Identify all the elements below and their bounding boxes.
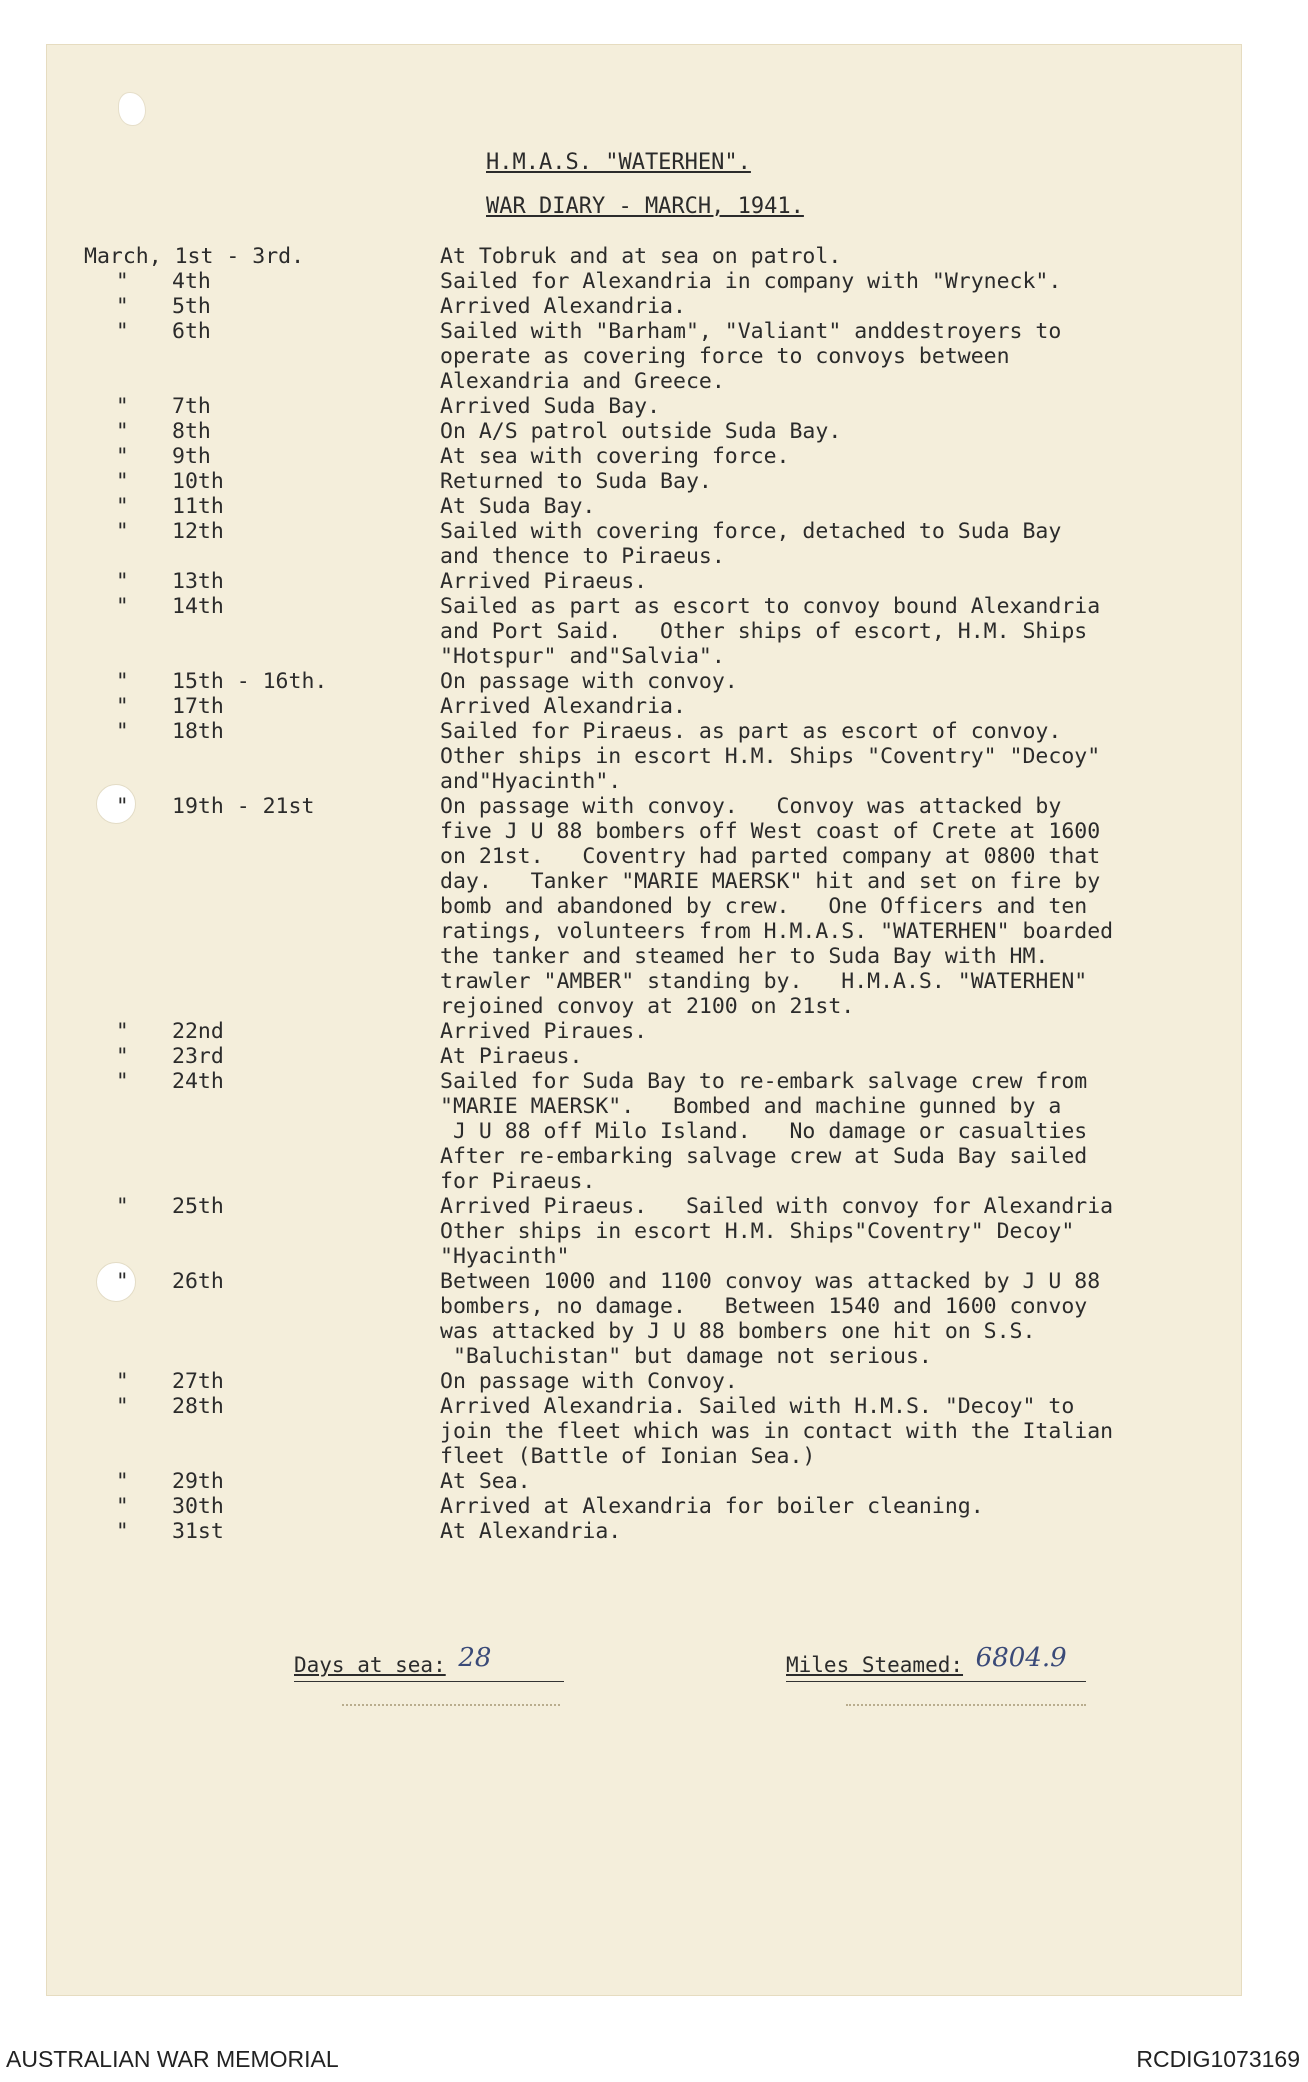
entry-date: 26th	[172, 1269, 224, 1294]
entry-date: 8th	[172, 419, 211, 444]
entry-description	[440, 1019, 1230, 1044]
entry-line: for Piraeus.	[440, 1169, 596, 1194]
entry-description	[440, 1369, 1230, 1394]
entry-date: 18th	[172, 719, 224, 744]
entry-line: day. Tanker "MARIE MAERSK" hit and set on fire by	[440, 869, 1101, 894]
entry-line: On passage with Convoy.	[440, 1369, 738, 1394]
entry-line: Arrived at Alexandria for boiler cleaning.	[440, 1494, 984, 1519]
entry-date: 9th	[172, 444, 211, 469]
diary-page	[46, 44, 1242, 1996]
entry-description	[440, 319, 1230, 394]
miles-underline	[786, 1681, 1086, 1682]
entry-line: After re-embarking salvage crew at Suda Bay sailed	[440, 1144, 1088, 1169]
ditto-mark: "	[116, 1019, 129, 1043]
entry-line: Sailed for Alexandria in company with "Wryneck".	[440, 269, 1062, 294]
entry-date: 4th	[172, 269, 211, 294]
entry-description	[440, 594, 1230, 669]
ditto-mark: "	[116, 594, 129, 618]
entry-line: On passage with convoy.	[440, 669, 738, 694]
entry-date: 23rd	[172, 1044, 224, 1069]
entry-date: 12th	[172, 519, 224, 544]
ditto-mark: "	[116, 1269, 129, 1293]
days-dotted-line	[342, 1704, 560, 1706]
entry-date: 29th	[172, 1469, 224, 1494]
entry-line: Arrived Alexandria. Sailed with H.M.S. "Decoy" to	[440, 1394, 1075, 1419]
entry-date: 13th	[172, 569, 224, 594]
entry-description	[440, 694, 1230, 719]
entry-line: Alexandria and Greece.	[440, 369, 725, 394]
entry-description	[440, 519, 1230, 569]
diary-entry	[46, 1469, 1242, 1494]
ditto-mark: "	[116, 419, 129, 443]
entry-line: ratings, volunteers from H.M.A.S. "WATERHEN" boarded	[440, 919, 1114, 944]
ditto-mark: "	[116, 394, 129, 418]
entry-date: 19th - 21st	[172, 794, 315, 819]
entry-line: "Hyacinth"	[440, 1244, 570, 1269]
entry-description	[440, 1194, 1230, 1269]
diary-entry	[46, 244, 1242, 269]
diary-entry	[46, 1019, 1242, 1044]
ditto-mark: "	[116, 1494, 129, 1518]
entry-description	[440, 244, 1230, 269]
entry-line: Between 1000 and 1100 convoy was attacked by J U 88	[440, 1269, 1101, 1294]
entry-line: Arrived Alexandria.	[440, 294, 686, 319]
entry-line: "Hotspur" and"Salvia".	[440, 644, 725, 669]
entry-line: Other ships in escort H.M. Ships "Coventry" "Decoy"	[440, 744, 1101, 769]
entry-line: join the fleet which was in contact with the Italian	[440, 1419, 1114, 1444]
entry-line: was attacked by J U 88 bombers one hit on S.S.	[440, 1319, 1036, 1344]
miles-steamed-label: Miles Steamed:	[786, 1653, 964, 1677]
entry-line: Other ships in escort H.M. Ships"Coventry" Decoy"	[440, 1219, 1075, 1244]
entry-line: fleet (Battle of Ionian Sea.)	[440, 1444, 816, 1469]
entry-line: Sailed as part as escort to convoy bound Alexandria	[440, 594, 1101, 619]
entry-line: J U 88 off Milo Island. No damage or casualties	[440, 1119, 1088, 1144]
diary-entry	[46, 469, 1242, 494]
ditto-mark: "	[116, 519, 129, 543]
entry-date: 25th	[172, 1194, 224, 1219]
entry-description	[440, 444, 1230, 469]
entry-line: the tanker and steamed her to Suda Bay with HM.	[440, 944, 1049, 969]
ditto-mark: "	[116, 444, 129, 468]
entry-line: On A/S patrol outside Suda Bay.	[440, 419, 842, 444]
days-at-sea-label: Days at sea:	[294, 1653, 446, 1677]
archive-reference: RCDIG1073169	[1136, 2046, 1300, 2072]
diary-entry	[46, 319, 1242, 394]
entry-description	[440, 294, 1230, 319]
diary-entry	[46, 1369, 1242, 1394]
ditto-mark: "	[116, 1044, 129, 1068]
ditto-mark: "	[116, 269, 129, 293]
entry-date: 17th	[172, 694, 224, 719]
entry-date: March, 1st - 3rd.	[84, 244, 305, 269]
entry-line: At Tobruk and at sea on patrol.	[440, 244, 842, 269]
entry-date: 6th	[172, 319, 211, 344]
entry-line: Arrived Suda Bay.	[440, 394, 661, 419]
days-underline	[294, 1681, 564, 1682]
days-at-sea-value: 28	[458, 1643, 492, 1673]
entry-line: Arrived Piraeus.	[440, 569, 648, 594]
ditto-mark: "	[116, 719, 129, 743]
diary-entry	[46, 1269, 1242, 1369]
days-at-sea-field	[294, 1643, 492, 1679]
entry-date: 22nd	[172, 1019, 224, 1044]
entry-line: operate as covering force to convoys between	[440, 344, 1010, 369]
entry-line: Sailed for Piraeus. as part as escort of convoy.	[440, 719, 1062, 744]
ditto-mark: "	[116, 569, 129, 593]
entry-date: 27th	[172, 1369, 224, 1394]
entry-description	[440, 494, 1230, 519]
entry-description	[440, 1269, 1230, 1369]
entry-line: Arrived Piraeus. Sailed with convoy for Alexandria	[440, 1194, 1114, 1219]
entry-description	[440, 1519, 1230, 1544]
diary-entry	[46, 594, 1242, 669]
ditto-mark: "	[116, 794, 129, 818]
diary-entry	[46, 794, 1242, 1019]
entry-line: and thence to Piraeus.	[440, 544, 725, 569]
diary-entry	[46, 1044, 1242, 1069]
entry-description	[440, 669, 1230, 694]
diary-entry	[46, 394, 1242, 419]
diary-title: WAR DIARY - MARCH, 1941.	[486, 194, 804, 219]
entry-date: 30th	[172, 1494, 224, 1519]
miles-steamed-field	[786, 1643, 1067, 1679]
entry-line: rejoined convoy at 2100 on 21st.	[440, 994, 855, 1019]
entry-line: Sailed for Suda Bay to re-embark salvage crew from	[440, 1069, 1088, 1094]
entry-line: Sailed with covering force, detached to Suda Bay	[440, 519, 1062, 544]
diary-entry	[46, 1494, 1242, 1519]
entry-description	[440, 569, 1230, 594]
entry-date: 10th	[172, 469, 224, 494]
entry-line: Arrived Piraues.	[440, 1019, 648, 1044]
diary-entry	[46, 294, 1242, 319]
entry-line: and Port Said. Other ships of escort, H.M. Ships	[440, 619, 1088, 644]
entry-description	[440, 419, 1230, 444]
entry-description	[440, 1069, 1230, 1194]
entry-description	[440, 1469, 1230, 1494]
entry-line: on 21st. Coventry had parted company at 0800 that	[440, 844, 1101, 869]
entry-date: 28th	[172, 1394, 224, 1419]
entry-line: Sailed with "Barham", "Valiant" anddestroyers to	[440, 319, 1062, 344]
ditto-mark: "	[116, 1069, 129, 1093]
diary-entry	[46, 1069, 1242, 1194]
diary-entry	[46, 1519, 1242, 1544]
entry-line: "Baluchistan" but damage not serious.	[440, 1344, 932, 1369]
entry-description	[440, 1494, 1230, 1519]
ditto-mark: "	[116, 1369, 129, 1393]
entry-line: bombers, no damage. Between 1540 and 1600 convoy	[440, 1294, 1088, 1319]
entry-description	[440, 1044, 1230, 1069]
entry-description	[440, 794, 1230, 1019]
entry-line: On passage with convoy. Convoy was attacked by	[440, 794, 1062, 819]
entry-date: 5th	[172, 294, 211, 319]
entry-line: and"Hyacinth".	[440, 769, 622, 794]
ditto-mark: "	[116, 669, 129, 693]
diary-entry	[46, 569, 1242, 594]
entry-line: bomb and abandoned by crew. One Officers and ten	[440, 894, 1088, 919]
diary-entry	[46, 669, 1242, 694]
entry-line: trawler "AMBER" standing by. H.M.A.S. "WATERHEN"	[440, 969, 1088, 994]
entry-line: Arrived Alexandria.	[440, 694, 686, 719]
ditto-mark: "	[116, 494, 129, 518]
entry-description	[440, 394, 1230, 419]
diary-entry	[46, 444, 1242, 469]
entry-line: "MARIE MAERSK". Bombed and machine gunned by a	[440, 1094, 1062, 1119]
diary-entry	[46, 494, 1242, 519]
ditto-mark: "	[116, 1469, 129, 1493]
ship-title: H.M.A.S. "WATERHEN".	[486, 150, 751, 175]
ditto-mark: "	[116, 294, 129, 318]
diary-entry	[46, 419, 1242, 444]
entry-line: five J U 88 bombers off West coast of Crete at 1600	[440, 819, 1101, 844]
entry-description	[440, 719, 1230, 794]
diary-entry	[46, 719, 1242, 794]
entry-description	[440, 469, 1230, 494]
entry-date: 14th	[172, 594, 224, 619]
miles-dotted-line	[846, 1704, 1086, 1706]
ditto-mark: "	[116, 319, 129, 343]
diary-entry	[46, 694, 1242, 719]
entry-date: 11th	[172, 494, 224, 519]
entry-line: At Sea.	[440, 1469, 531, 1494]
entry-description	[440, 1394, 1230, 1469]
entry-line: Returned to Suda Bay.	[440, 469, 712, 494]
entry-line: At Alexandria.	[440, 1519, 622, 1544]
entry-date: 31st	[172, 1519, 224, 1544]
ditto-mark: "	[116, 1519, 129, 1543]
diary-entry	[46, 1394, 1242, 1469]
entry-line: At Piraeus.	[440, 1044, 583, 1069]
ditto-mark: "	[116, 694, 129, 718]
entry-date: 24th	[172, 1069, 224, 1094]
ditto-mark: "	[116, 1394, 129, 1418]
entry-line: At Suda Bay.	[440, 494, 596, 519]
entry-date: 15th - 16th.	[172, 669, 328, 694]
diary-entry	[46, 269, 1242, 294]
diary-entry	[46, 519, 1242, 569]
entry-description	[440, 269, 1230, 294]
miles-steamed-value: 6804.9	[975, 1643, 1067, 1673]
ditto-mark: "	[116, 469, 129, 493]
entry-line: At sea with covering force.	[440, 444, 790, 469]
diary-entry	[46, 1194, 1242, 1269]
ditto-mark: "	[116, 1194, 129, 1218]
archive-institution: AUSTRALIAN WAR MEMORIAL	[6, 2046, 339, 2072]
entry-date: 7th	[172, 394, 211, 419]
